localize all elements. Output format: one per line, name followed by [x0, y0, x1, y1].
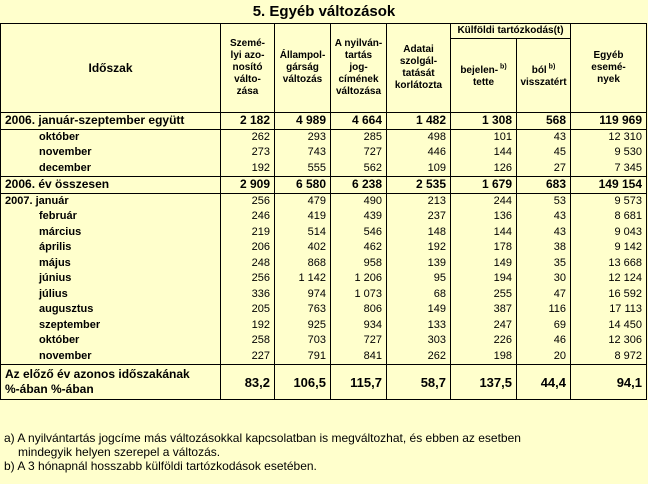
row-value: 8 681: [571, 209, 647, 225]
row-value: 419: [275, 209, 331, 225]
row-value: 144: [451, 145, 517, 161]
footnote-marker: b): [546, 63, 556, 71]
row-value: 149 154: [571, 177, 647, 194]
row-period: május: [1, 256, 221, 272]
row-value: 2 182: [221, 113, 275, 130]
row-value: 498: [387, 129, 451, 145]
row-period: április: [1, 240, 221, 256]
row-value: 974: [275, 287, 331, 303]
row-value: 192: [387, 240, 451, 256]
row-value: 198: [451, 349, 517, 365]
row-value: 149: [451, 256, 517, 272]
row-value: 68: [387, 287, 451, 303]
row-value: 43: [517, 129, 571, 145]
summary-value: 137,5: [451, 365, 517, 400]
row-value: 402: [275, 240, 331, 256]
row-value: 1 206: [331, 271, 387, 287]
row-value: 7 345: [571, 161, 647, 177]
table-body: [1, 113, 647, 365]
header-group: Külföldi tartózkodás(t): [451, 24, 571, 39]
footnote-marker: b): [498, 63, 507, 71]
row-value: 14 450: [571, 318, 647, 334]
row-value: 934: [331, 318, 387, 334]
row-value: 256: [221, 193, 275, 209]
row-period: július: [1, 287, 221, 303]
summary-label-line2: %-ában %-ában: [5, 382, 94, 396]
row-value: 149: [387, 302, 451, 318]
summary-value: 106,5: [275, 365, 331, 400]
row-value: 43: [517, 225, 571, 241]
row-value: 246: [221, 209, 275, 225]
row-period: 2006. január-szeptember együtt: [1, 113, 221, 130]
row-value: 868: [275, 256, 331, 272]
row-value: 205: [221, 302, 275, 318]
summary-value: 115,7: [331, 365, 387, 400]
header-col5: bejelen- $^{b)}$ tette: [451, 39, 517, 113]
row-value: 6 238: [331, 177, 387, 194]
row-period: február: [1, 209, 221, 225]
table-row: [1, 256, 647, 272]
row-value: 69: [517, 318, 571, 334]
table-row: [1, 318, 647, 334]
row-value: 213: [387, 193, 451, 209]
header-col2: Állampol- gárság változás: [275, 24, 331, 113]
row-value: 192: [221, 318, 275, 334]
row-value: 303: [387, 333, 451, 349]
row-period: június: [1, 271, 221, 287]
table-row: [1, 225, 647, 241]
header-row-1: [1, 24, 647, 39]
row-value: 206: [221, 240, 275, 256]
header-col7: Egyéb esemé- nyek: [571, 24, 647, 113]
row-value: 273: [221, 145, 275, 161]
row-value: 219: [221, 225, 275, 241]
data-table: [0, 23, 647, 400]
row-value: 743: [275, 145, 331, 161]
row-value: 136: [451, 209, 517, 225]
table-row: [1, 302, 647, 318]
table-row: [1, 271, 647, 287]
row-value: 20: [517, 349, 571, 365]
row-value: 192: [221, 161, 275, 177]
row-value: 247: [451, 318, 517, 334]
row-value: 8 972: [571, 349, 647, 365]
row-value: 194: [451, 271, 517, 287]
table-title: 5. Egyéb változások: [252, 3, 396, 20]
row-period: október: [1, 129, 221, 145]
header-col1: Szemé- lyi azo- nosító válto- zása: [221, 24, 275, 113]
row-value: 841: [331, 349, 387, 365]
row-value: 116: [517, 302, 571, 318]
row-value: 12 124: [571, 271, 647, 287]
header-period: Időszak: [1, 24, 221, 113]
table-row: [1, 240, 647, 256]
row-value: 119 969: [571, 113, 647, 130]
row-period: 2007. január: [1, 193, 221, 209]
row-value: 479: [275, 193, 331, 209]
row-period: október: [1, 333, 221, 349]
row-value: 255: [451, 287, 517, 303]
row-value: 256: [221, 271, 275, 287]
row-value: 925: [275, 318, 331, 334]
row-value: 47: [517, 287, 571, 303]
row-value: 144: [451, 225, 517, 241]
row-value: 446: [387, 145, 451, 161]
summary-row: [1, 365, 647, 400]
row-value: 248: [221, 256, 275, 272]
row-value: 958: [331, 256, 387, 272]
table-row: [1, 287, 647, 303]
row-period: november: [1, 349, 221, 365]
row-value: 683: [517, 177, 571, 194]
row-period: március: [1, 225, 221, 241]
row-value: 35: [517, 256, 571, 272]
summary-value: 83,2: [221, 365, 275, 400]
row-value: 490: [331, 193, 387, 209]
summary-label-line1: Az előző év azonos időszakának: [5, 367, 190, 381]
row-period: augusztus: [1, 302, 221, 318]
table-row: [1, 177, 647, 194]
row-value: 703: [275, 333, 331, 349]
row-value: 244: [451, 193, 517, 209]
row-value: 568: [517, 113, 571, 130]
header-col3: A nyilván- tartás jog- címének változása: [331, 24, 387, 113]
row-value: 1 679: [451, 177, 517, 194]
row-value: 43: [517, 209, 571, 225]
row-value: 293: [275, 129, 331, 145]
row-value: 763: [275, 302, 331, 318]
row-value: 1 482: [387, 113, 451, 130]
row-value: 9 530: [571, 145, 647, 161]
header-col4: Adatai szolgál- tatását korlátozta: [387, 24, 451, 113]
row-value: 133: [387, 318, 451, 334]
row-value: 1 308: [451, 113, 517, 130]
row-value: 227: [221, 349, 275, 365]
summary-label: [1, 365, 221, 400]
row-value: 806: [331, 302, 387, 318]
footnote-a: a) A nyilvántartás jogcíme más változásokkal kapcsolatban is megváltozhat, és ebben az esetben: [4, 431, 521, 445]
row-value: 336: [221, 287, 275, 303]
row-value: 727: [331, 145, 387, 161]
row-value: 285: [331, 129, 387, 145]
header-col6: ból $^{b)}$ visszatért: [517, 39, 571, 113]
row-value: 45: [517, 145, 571, 161]
row-value: 101: [451, 129, 517, 145]
row-value: 13 668: [571, 256, 647, 272]
row-value: 148: [387, 225, 451, 241]
summary-value: 44,4: [517, 365, 571, 400]
row-value: 12 306: [571, 333, 647, 349]
row-value: 30: [517, 271, 571, 287]
footnote-b: b) A 3 hónapnál hosszabb külföldi tartózkodások esetében.: [4, 459, 317, 473]
row-period: december: [1, 161, 221, 177]
row-value: 727: [331, 333, 387, 349]
row-period: november: [1, 145, 221, 161]
row-value: 562: [331, 161, 387, 177]
row-value: 27: [517, 161, 571, 177]
row-value: 38: [517, 240, 571, 256]
row-value: 109: [387, 161, 451, 177]
row-value: 2 535: [387, 177, 451, 194]
table-row: [1, 349, 647, 365]
footnote-a-cont: mindegyik helyen szerepel a változás.: [18, 445, 221, 459]
table-row: [1, 209, 647, 225]
row-value: 226: [451, 333, 517, 349]
row-value: 95: [387, 271, 451, 287]
row-value: 546: [331, 225, 387, 241]
row-value: 4 664: [331, 113, 387, 130]
table-row: [1, 145, 647, 161]
row-value: 126: [451, 161, 517, 177]
row-value: 9 043: [571, 225, 647, 241]
row-value: 555: [275, 161, 331, 177]
row-value: 1 073: [331, 287, 387, 303]
table-row: [1, 161, 647, 177]
row-value: 514: [275, 225, 331, 241]
row-value: 4 989: [275, 113, 331, 130]
row-value: 17 113: [571, 302, 647, 318]
row-period: 2006. év összesen: [1, 177, 221, 194]
row-value: 1 142: [275, 271, 331, 287]
table-row: [1, 129, 647, 145]
table-row: [1, 193, 647, 209]
row-value: 262: [221, 129, 275, 145]
table-row: [1, 333, 647, 349]
row-value: 2 909: [221, 177, 275, 194]
row-value: 53: [517, 193, 571, 209]
row-value: 262: [387, 349, 451, 365]
row-value: 258: [221, 333, 275, 349]
row-period: szeptember: [1, 318, 221, 334]
row-value: 178: [451, 240, 517, 256]
row-value: 462: [331, 240, 387, 256]
row-value: 139: [387, 256, 451, 272]
row-value: 6 580: [275, 177, 331, 194]
summary-value: 94,1: [571, 365, 647, 400]
summary-value: 58,7: [387, 365, 451, 400]
row-value: 387: [451, 302, 517, 318]
row-value: 439: [331, 209, 387, 225]
table-row: [1, 113, 647, 130]
footnotes: [4, 431, 644, 473]
row-value: 9 573: [571, 193, 647, 209]
row-value: 9 142: [571, 240, 647, 256]
row-value: 791: [275, 349, 331, 365]
row-value: 16 592: [571, 287, 647, 303]
row-value: 237: [387, 209, 451, 225]
row-value: 12 310: [571, 129, 647, 145]
row-value: 46: [517, 333, 571, 349]
